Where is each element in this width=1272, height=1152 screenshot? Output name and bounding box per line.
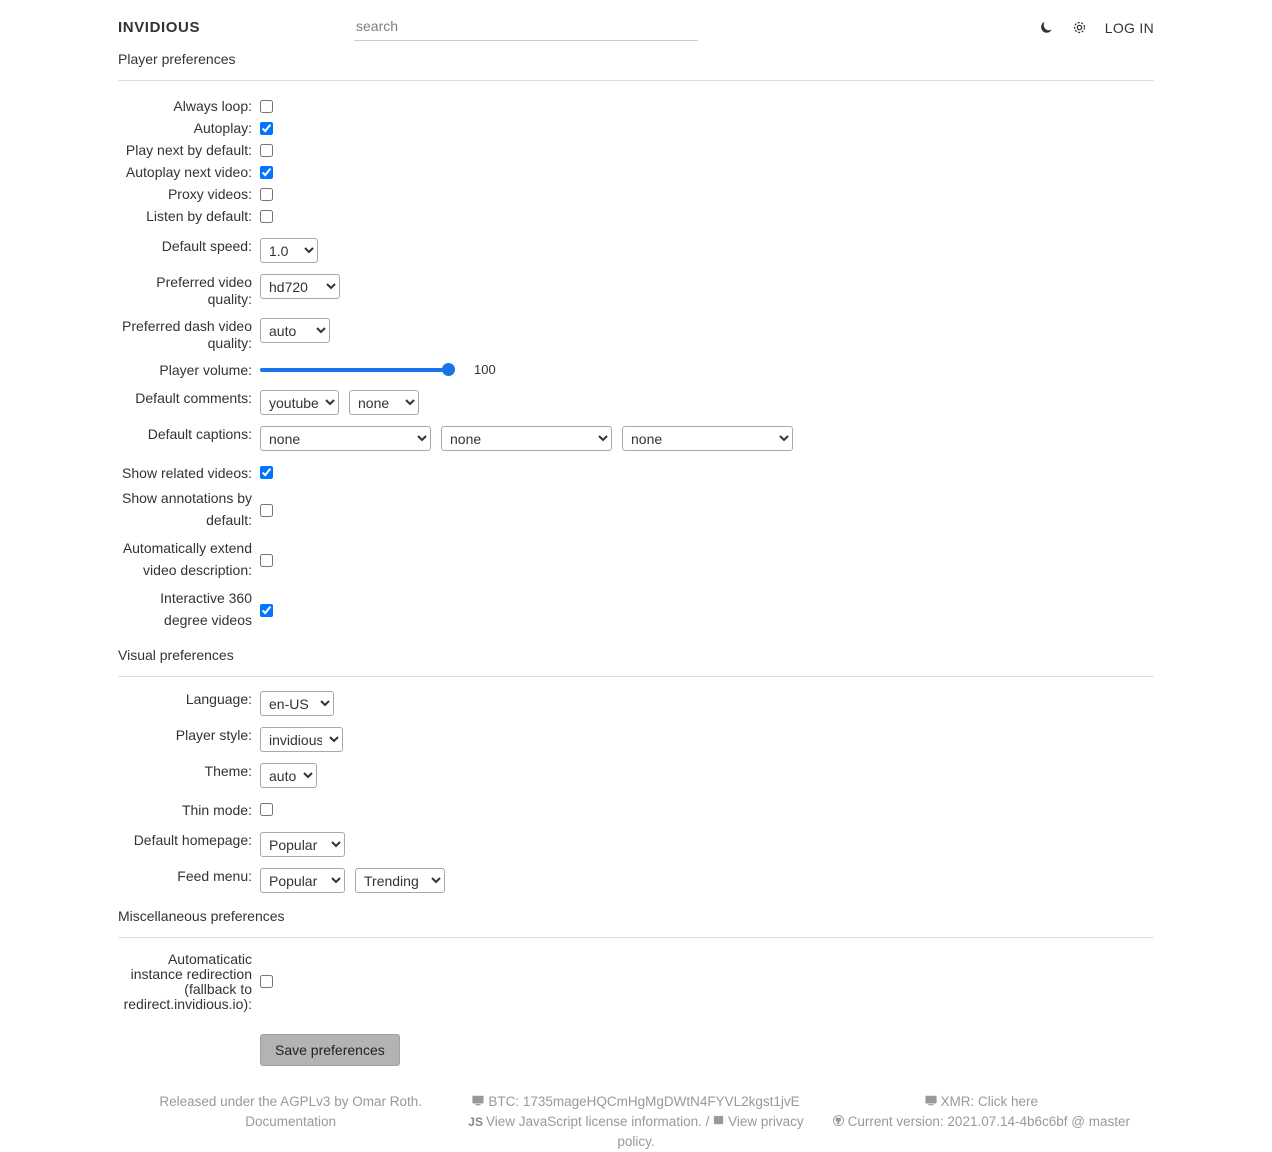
spacer bbox=[118, 788, 1154, 799]
spacer bbox=[118, 415, 1154, 426]
proxy-videos-checkbox[interactable] bbox=[260, 188, 273, 201]
navbar-center bbox=[354, 14, 700, 41]
play-next-by-default-checkbox[interactable] bbox=[260, 144, 273, 157]
js-badge: JS bbox=[468, 1114, 483, 1129]
save-preferences-button[interactable]: Save preferences bbox=[260, 1034, 400, 1066]
footer-license-text: Released under the AGPLv3 by Omar Roth. bbox=[159, 1093, 422, 1109]
feed-menu-field bbox=[260, 868, 1154, 893]
listen-by-default-checkbox[interactable] bbox=[260, 210, 273, 223]
spacer bbox=[118, 379, 1154, 390]
language-label: Language: bbox=[185, 690, 252, 707]
theme-label: Theme: bbox=[204, 762, 252, 779]
visual-preferences-title: Visual preferences bbox=[118, 646, 234, 663]
autoplay-checkbox[interactable] bbox=[260, 122, 273, 135]
spacer bbox=[118, 716, 1154, 727]
footer-privacy-link[interactable]: View privacy policy. bbox=[617, 1113, 804, 1150]
row-language bbox=[118, 691, 1154, 716]
language-field bbox=[260, 691, 1154, 716]
row-interactive-360 bbox=[118, 584, 1154, 634]
auto-instance-redirect-label: Automaticatic instance redirection (fallback to redirect.invidious.io): bbox=[123, 950, 252, 1012]
row-auto-instance-redirect bbox=[118, 952, 1154, 1012]
default-homepage-field bbox=[260, 832, 1154, 857]
player-volume-label: Player volume: bbox=[159, 362, 252, 379]
footer-version-text: Current version: 2021.07.14-4b6c6bf @ master bbox=[847, 1113, 1130, 1129]
gear-icon[interactable] bbox=[1072, 19, 1088, 37]
extend-description-field bbox=[260, 537, 1154, 567]
spacer bbox=[118, 752, 1154, 763]
search-input[interactable] bbox=[354, 14, 698, 41]
default-speed-field bbox=[260, 238, 1154, 263]
play-next-by-default-label: Play next by default: bbox=[125, 142, 252, 158]
player-preferences-title: Player preferences bbox=[118, 51, 236, 67]
navbar-left bbox=[0, 19, 354, 36]
row-always-loop bbox=[118, 95, 1154, 117]
preferred-video-quality-select[interactable] bbox=[260, 274, 340, 299]
footer-js-license-link[interactable]: View JavaScript license information. bbox=[485, 1113, 702, 1129]
footer-xmr-text[interactable]: XMR: Click here bbox=[940, 1093, 1039, 1109]
row-proxy-videos bbox=[118, 183, 1154, 205]
row-autoplay bbox=[118, 117, 1154, 139]
always-loop-checkbox[interactable] bbox=[260, 100, 273, 113]
row-default-homepage bbox=[118, 832, 1154, 857]
thin-mode-label: Thin mode: bbox=[181, 801, 252, 818]
play-next-by-default-field bbox=[260, 144, 1154, 157]
row-play-next-by-default bbox=[118, 139, 1154, 161]
footer-right bbox=[809, 1092, 1154, 1152]
auto-instance-redirect-checkbox[interactable] bbox=[260, 975, 273, 988]
interactive-360-checkbox[interactable] bbox=[260, 604, 273, 617]
visual-preferences-header bbox=[118, 647, 1154, 677]
preferred-dash-quality-select[interactable] bbox=[260, 318, 330, 343]
row-preferred-dash-quality bbox=[118, 318, 1154, 351]
row-show-related-videos bbox=[118, 462, 1154, 484]
autoplay-label: Autoplay: bbox=[193, 120, 252, 136]
preferred-dash-quality-field bbox=[260, 318, 1154, 343]
default-captions-second-select[interactable] bbox=[441, 426, 612, 451]
default-captions-label: Default captions: bbox=[147, 425, 252, 442]
row-theme bbox=[118, 763, 1154, 788]
listen-by-default-label: Listen by default: bbox=[146, 208, 252, 224]
player-style-label: Player style: bbox=[175, 726, 252, 743]
footer-center bbox=[463, 1092, 808, 1152]
player-volume-value: 100 bbox=[474, 362, 496, 378]
default-captions-first-select[interactable] bbox=[260, 426, 431, 451]
theme-field bbox=[260, 763, 1154, 788]
player-style-select[interactable] bbox=[260, 727, 343, 752]
footer-separator: / bbox=[705, 1113, 710, 1129]
row-preferred-video-quality bbox=[118, 274, 1154, 307]
autoplay-next-video-checkbox[interactable] bbox=[260, 166, 273, 179]
row-listen-by-default bbox=[118, 205, 1154, 227]
default-speed-label: Default speed: bbox=[161, 238, 252, 254]
row-extend-description bbox=[118, 534, 1154, 584]
show-annotations-checkbox[interactable] bbox=[260, 504, 273, 517]
show-related-videos-checkbox[interactable] bbox=[260, 466, 273, 479]
book-icon bbox=[713, 1112, 724, 1132]
player-volume-field bbox=[260, 362, 1154, 377]
default-comments-secondary-select[interactable] bbox=[349, 390, 419, 415]
row-feed-menu bbox=[118, 868, 1154, 893]
save-preferences-row bbox=[118, 1034, 1154, 1066]
feed-menu-label: Feed menu: bbox=[177, 867, 252, 884]
row-player-style bbox=[118, 727, 1154, 752]
theme-select[interactable] bbox=[260, 763, 317, 788]
row-thin-mode bbox=[118, 799, 1154, 821]
spacer bbox=[118, 263, 1154, 274]
spacer bbox=[118, 227, 1154, 238]
show-annotations-label: Show annotations by default: bbox=[122, 489, 252, 528]
default-homepage-label: Default homepage: bbox=[133, 831, 252, 848]
default-homepage-select[interactable] bbox=[260, 832, 345, 857]
default-comments-label: Default comments: bbox=[135, 389, 252, 406]
feed-menu-first-select[interactable] bbox=[260, 868, 345, 893]
autoplay-next-video-label: Autoplay next video: bbox=[125, 164, 252, 180]
preferences-page bbox=[0, 51, 1272, 1066]
footer-documentation-link[interactable]: Documentation bbox=[245, 1113, 337, 1129]
feed-menu-second-select[interactable] bbox=[355, 868, 445, 893]
player-preferences-header bbox=[118, 51, 1154, 81]
navbar-right bbox=[700, 19, 1272, 37]
top-navbar bbox=[0, 0, 1272, 51]
listen-by-default-field bbox=[260, 210, 1154, 223]
thin-mode-checkbox[interactable] bbox=[260, 803, 273, 816]
footer-btc-text: BTC: 1735mageHQCmHgMgDWtN4FYVL2kgst1jvE bbox=[488, 1093, 800, 1109]
show-related-videos-field bbox=[260, 466, 1154, 479]
misc-preferences-title: Miscellaneous preferences bbox=[118, 907, 285, 924]
show-annotations-field bbox=[260, 487, 1154, 517]
always-loop-label: Always loop: bbox=[173, 98, 252, 114]
spacer bbox=[118, 451, 1154, 462]
extend-description-checkbox[interactable] bbox=[260, 554, 273, 567]
search-form bbox=[354, 14, 700, 41]
monitor-icon bbox=[472, 1092, 484, 1112]
footer-left bbox=[118, 1092, 463, 1152]
autoplay-next-video-field bbox=[260, 166, 1154, 179]
row-default-captions bbox=[118, 426, 1154, 451]
always-loop-field bbox=[260, 100, 1154, 113]
extend-description-label: Automatically extend video description: bbox=[122, 539, 252, 578]
row-default-speed bbox=[118, 238, 1154, 263]
row-show-annotations bbox=[118, 484, 1154, 534]
interactive-360-field bbox=[260, 587, 1154, 617]
show-related-videos-label: Show related videos: bbox=[122, 464, 252, 481]
misc-preferences-header bbox=[118, 908, 1154, 938]
spacer bbox=[118, 351, 1154, 362]
brand-logo[interactable]: INVIDIOUS bbox=[118, 19, 201, 36]
moon-icon[interactable] bbox=[1039, 19, 1055, 37]
preferred-video-quality-label: Preferred video quality: bbox=[156, 274, 252, 307]
row-player-volume bbox=[118, 362, 1154, 379]
auto-instance-redirect-field bbox=[260, 952, 1154, 1012]
default-speed-select[interactable] bbox=[260, 238, 318, 263]
default-comments-field bbox=[260, 390, 1154, 415]
default-captions-third-select[interactable] bbox=[622, 426, 793, 451]
login-link[interactable]: LOG IN bbox=[1104, 19, 1154, 36]
preferred-dash-quality-label: Preferred dash video quality: bbox=[122, 318, 252, 351]
row-default-comments bbox=[118, 390, 1154, 415]
player-style-field bbox=[260, 727, 1154, 752]
default-comments-primary-select[interactable] bbox=[260, 390, 339, 415]
language-select[interactable] bbox=[260, 691, 334, 716]
proxy-videos-field bbox=[260, 188, 1154, 201]
github-icon bbox=[833, 1112, 844, 1132]
proxy-videos-label: Proxy videos: bbox=[167, 186, 252, 202]
page-footer bbox=[0, 1092, 1272, 1152]
row-autoplay-next-video bbox=[118, 161, 1154, 183]
spacer bbox=[118, 857, 1154, 868]
interactive-360-label: Interactive 360 degree videos bbox=[160, 589, 252, 628]
thin-mode-field bbox=[260, 803, 1154, 816]
monitor-icon bbox=[925, 1092, 937, 1112]
spacer bbox=[118, 821, 1154, 832]
default-captions-field bbox=[260, 426, 1154, 451]
autoplay-field bbox=[260, 122, 1154, 135]
player-volume-slider[interactable] bbox=[260, 368, 455, 372]
spacer bbox=[118, 307, 1154, 318]
preferred-video-quality-field bbox=[260, 274, 1154, 299]
save-spacer bbox=[118, 1034, 260, 1066]
